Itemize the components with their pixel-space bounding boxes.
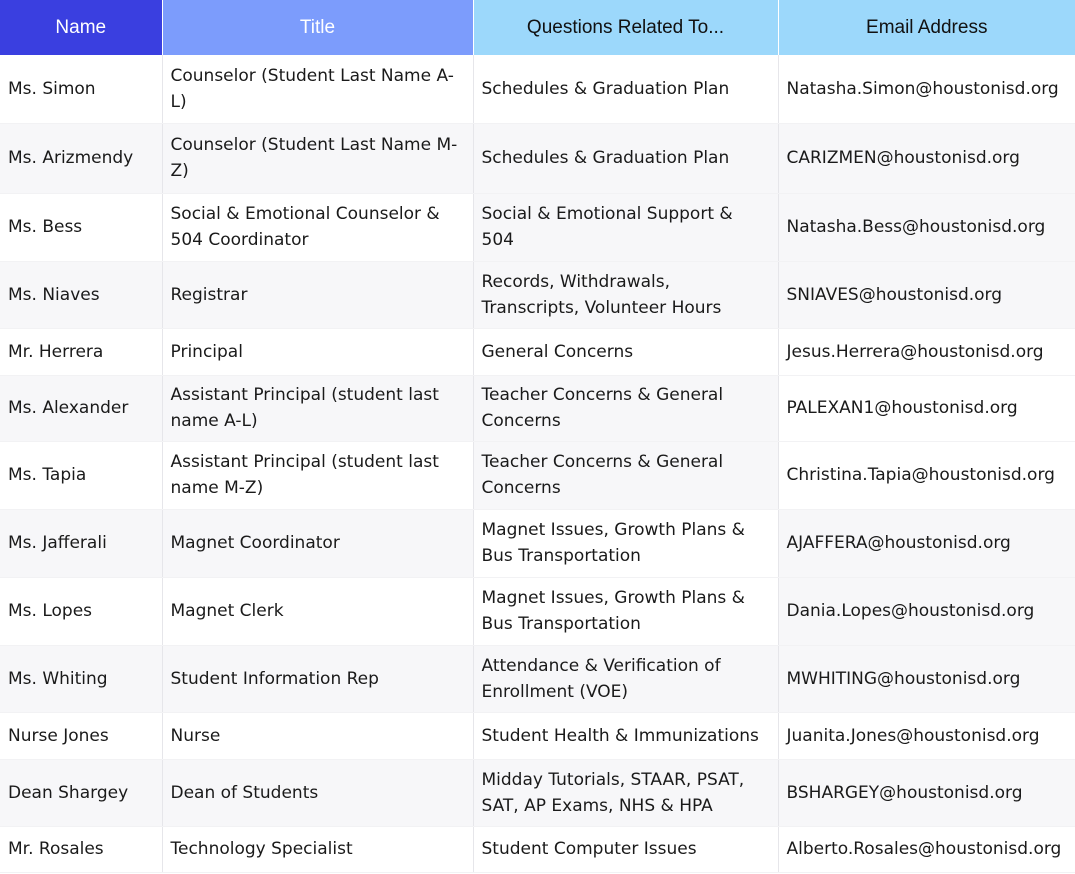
cell-questions: Student Computer Issues <box>473 826 778 872</box>
cell-email: MWHITING@houstonisd.org <box>778 645 1075 712</box>
table-row <box>0 375 1075 441</box>
table-row <box>0 261 1075 328</box>
cell-questions: Teacher Concerns & General Concerns <box>473 441 778 509</box>
cell-email: Christina.Tapia@houstonisd.org <box>778 441 1075 509</box>
cell-title: Counselor (Student Last Name M-Z) <box>162 123 473 193</box>
cell-questions: Attendance & Verification of Enrollment (VOE) <box>473 645 778 712</box>
cell-name: Dean Shargey <box>0 759 162 826</box>
cell-name: Ms. Simon <box>0 55 162 123</box>
cell-name: Ms. Alexander <box>0 375 162 441</box>
cell-title: Assistant Principal (student last name M-Z) <box>162 441 473 509</box>
cell-name: Ms. Niaves <box>0 261 162 328</box>
table-row <box>0 712 1075 759</box>
cell-email: AJAFFERA@houstonisd.org <box>778 509 1075 577</box>
cell-name: Ms. Lopes <box>0 577 162 645</box>
cell-questions: Midday Tutorials, STAAR, PSAT, SAT, AP Exams, NHS & HPA <box>473 759 778 826</box>
cell-email: PALEXAN1@houstonisd.org <box>778 375 1075 441</box>
cell-email: CARIZMEN@houstonisd.org <box>778 123 1075 193</box>
cell-name: Ms. Tapia <box>0 441 162 509</box>
cell-email: Dania.Lopes@houstonisd.org <box>778 577 1075 645</box>
table-row <box>0 826 1075 872</box>
header-questions: Questions Related To... <box>473 0 778 55</box>
cell-questions: Records, Withdrawals, Transcripts, Volunteer Hours <box>473 261 778 328</box>
cell-email: Juanita.Jones@houstonisd.org <box>778 712 1075 759</box>
cell-name: Nurse Jones <box>0 712 162 759</box>
cell-title: Nurse <box>162 712 473 759</box>
header-name: Name <box>0 0 162 55</box>
cell-name: Mr. Rosales <box>0 826 162 872</box>
table-row <box>0 328 1075 375</box>
table-row <box>0 759 1075 826</box>
header-email: Email Address <box>778 0 1075 55</box>
cell-email: Alberto.Rosales@houstonisd.org <box>778 826 1075 872</box>
cell-questions: Schedules & Graduation Plan <box>473 55 778 123</box>
table-row <box>0 441 1075 509</box>
table-row <box>0 123 1075 193</box>
cell-email: Natasha.Simon@houstonisd.org <box>778 55 1075 123</box>
cell-questions: Magnet Issues, Growth Plans & Bus Transportation <box>473 509 778 577</box>
table-header-row <box>0 0 1075 55</box>
cell-name: Ms. Arizmendy <box>0 123 162 193</box>
cell-questions: Magnet Issues, Growth Plans & Bus Transportation <box>473 577 778 645</box>
cell-title: Student Information Rep <box>162 645 473 712</box>
cell-title: Assistant Principal (student last name A-L) <box>162 375 473 441</box>
cell-title: Technology Specialist <box>162 826 473 872</box>
cell-name: Mr. Herrera <box>0 328 162 375</box>
cell-questions: General Concerns <box>473 328 778 375</box>
cell-questions: Teacher Concerns & General Concerns <box>473 375 778 441</box>
cell-questions: Schedules & Graduation Plan <box>473 123 778 193</box>
cell-title: Magnet Clerk <box>162 577 473 645</box>
cell-name: Ms. Jafferali <box>0 509 162 577</box>
table-row <box>0 55 1075 123</box>
cell-email: Natasha.Bess@houstonisd.org <box>778 193 1075 261</box>
table-row <box>0 645 1075 712</box>
header-title: Title <box>162 0 473 55</box>
cell-name: Ms. Bess <box>0 193 162 261</box>
cell-email: SNIAVES@houstonisd.org <box>778 261 1075 328</box>
table-row <box>0 509 1075 577</box>
table-row <box>0 193 1075 261</box>
table-row <box>0 577 1075 645</box>
cell-title: Dean of Students <box>162 759 473 826</box>
cell-title: Magnet Coordinator <box>162 509 473 577</box>
cell-questions: Student Health & Immunizations <box>473 712 778 759</box>
cell-questions: Social & Emotional Support & 504 <box>473 193 778 261</box>
cell-email: BSHARGEY@houstonisd.org <box>778 759 1075 826</box>
cell-title: Counselor (Student Last Name A-L) <box>162 55 473 123</box>
cell-title: Social & Emotional Counselor & 504 Coordinator <box>162 193 473 261</box>
cell-name: Ms. Whiting <box>0 645 162 712</box>
cell-title: Principal <box>162 328 473 375</box>
cell-title: Registrar <box>162 261 473 328</box>
cell-email: Jesus.Herrera@houstonisd.org <box>778 328 1075 375</box>
